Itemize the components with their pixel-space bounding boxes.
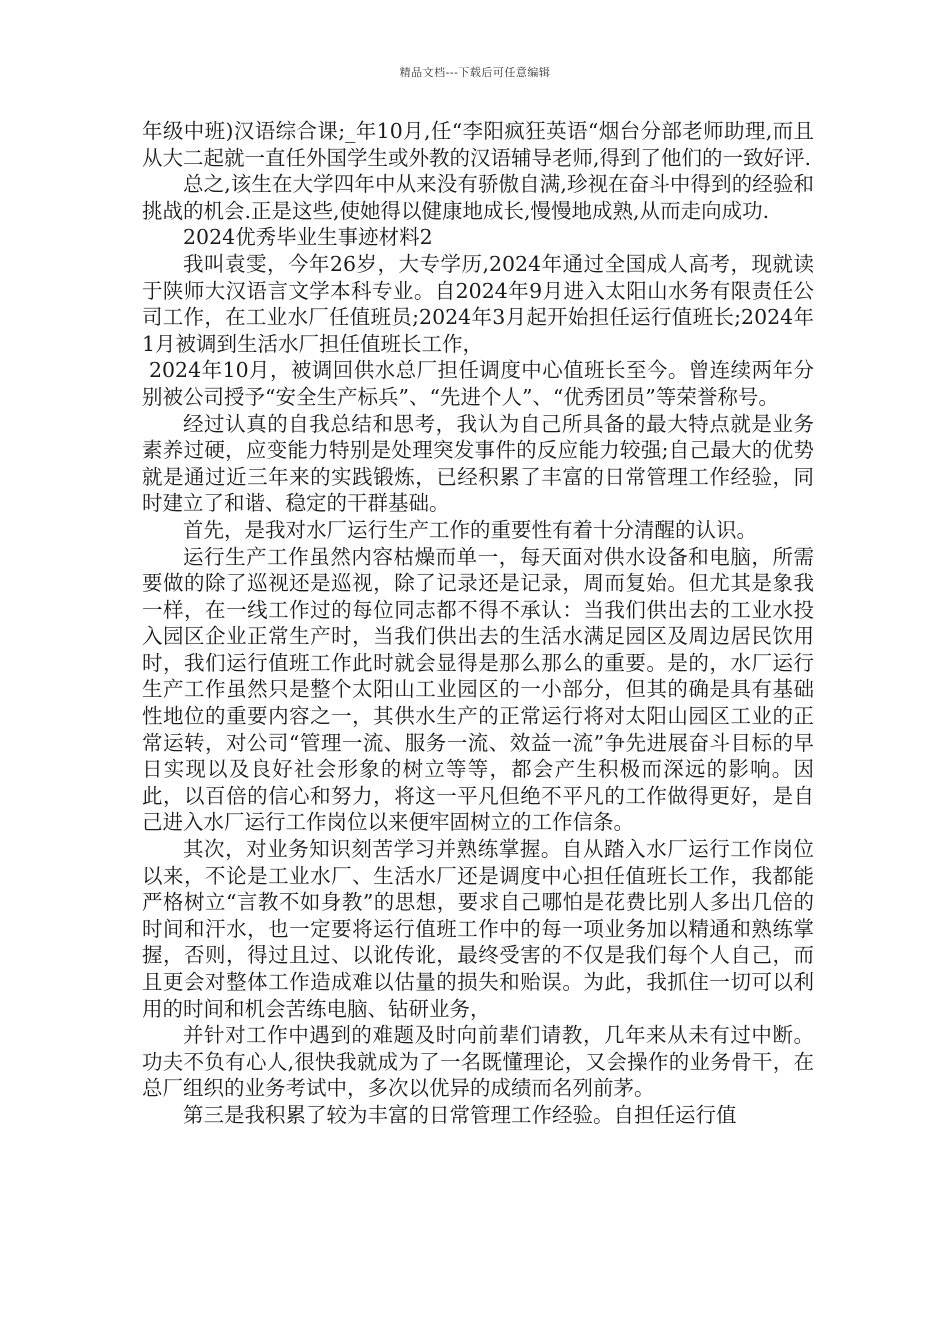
- document-body: [142, 118, 814, 1129]
- page-header: 精品文档---下载后可任意编辑: [399, 66, 551, 79]
- paragraph-8: 其次，对业务知识刻苦学习并熟练掌握。自从踏入水厂运行工作岗位以来，不论是工业水厂、生活水厂还是调度中心担任值班长工作，我都能严格树立“言教不如身教”的思想，要求自己哪怕是花费比别人多出几倍的时间和汗水，也一定要将运行值班工作中的每一项业务加以精通和熟练掌握，否则，得过且过、以讹传讹，最终受害的不仅是我们每个人自己，而且更会对整体工作造成难以估量的损失和贻误。为此，我抓住一切可以利用的时间和机会苦练电脑、钻研业务，: [142, 837, 814, 1021]
- paragraph-3: 我叫袁雯，今年26岁，大专学历,2024年通过全国成人高考，现就读于陕师大汉语言文学本科专业。自2024年9月进入太阳山水务有限责任公司工作，在工业水厂任值班员;2024年3月起开始担任运行值班长;2024年1月被调到生活水厂担任值班长工作，: [142, 251, 814, 356]
- paragraph-1: 年级中班)汉语综合课;_年10月,任“李阳疯狂英语“烟台分部老师助理,而且从大二起就一直任外国学生或外教的汉语辅导老师,得到了他们的一致好评.: [142, 119, 814, 170]
- paragraph-10: 第三是我积累了较为丰富的日常管理工作经验。自担任运行值: [183, 1102, 737, 1127]
- paragraph-9: 并针对工作中遇到的难题及时向前辈们请教，几年来从未有过中断。功夫不负有心人,很快我就成为了一名既懂理论，又会操作的业务骨干，在总厂组织的业务考试中，多次以优异的成绩而名列前茅。: [142, 1023, 814, 1101]
- paragraph-2: 总之,该生在大学四年中从来没有骄傲自满,珍视在奋斗中得到的经验和挑战的机会.正是这些,使她得以健康地成长,慢慢地成熟,从而走向成功.: [142, 172, 814, 223]
- paragraph-7: 运行生产工作虽然内容枯燥而单一，每天面对供水设备和电脑，所需要做的除了巡视还是巡视，除了记录还是记录，周而复始。但尤其是象我一样，在一线工作过的每位同志都不得不承认：当我们供出去的工业水投入园区企业正常生产时，当我们供出去的生活水满足园区及周边居民饮用时，我们运行值班工作此时就会显得是那么那么的重要。是的，水厂运行生产工作虽然只是整个太阳山工业园区的一小部分，但其的确是具有基础性地位的重要内容之一，其供水生产的正常运行将对太阳山园区工业的正常运转，对公司“管理一流、服务一流、效益一流”争先进展奋斗目标的早日实现以及良好社会形象的树立等等，都会产生积极而深远的影响。因此，以百倍的信心和努力，将这一平凡但绝不平凡的工作做得更好，是自己进入水厂运行工作岗位以来便牢固树立的工作信条。: [142, 544, 814, 835]
- paragraph-4: 2024年10月，被调回供水总厂担任调度中心值班长至今。曾连续两年分别被公司授予“安全生产标兵”、“先进个人”、“优秀团员”等荣誉称号。: [142, 358, 814, 409]
- section-heading: 2024优秀毕业生事迹材料2: [183, 225, 433, 250]
- paragraph-6: 首先，是我对水厂运行生产工作的重要性有着十分清醒的认识。: [183, 517, 757, 542]
- paragraph-5: 经过认真的自我总结和思考，我认为自己所具备的最大特点就是业务素养过硬，应变能力特别是处理突发事件的反应能力较强;自己最大的优势就是通过近三年来的实践锻炼，已经积累了丰富的日常管理工作经验，同时建立了和谐、稳定的干群基础。: [142, 411, 814, 516]
